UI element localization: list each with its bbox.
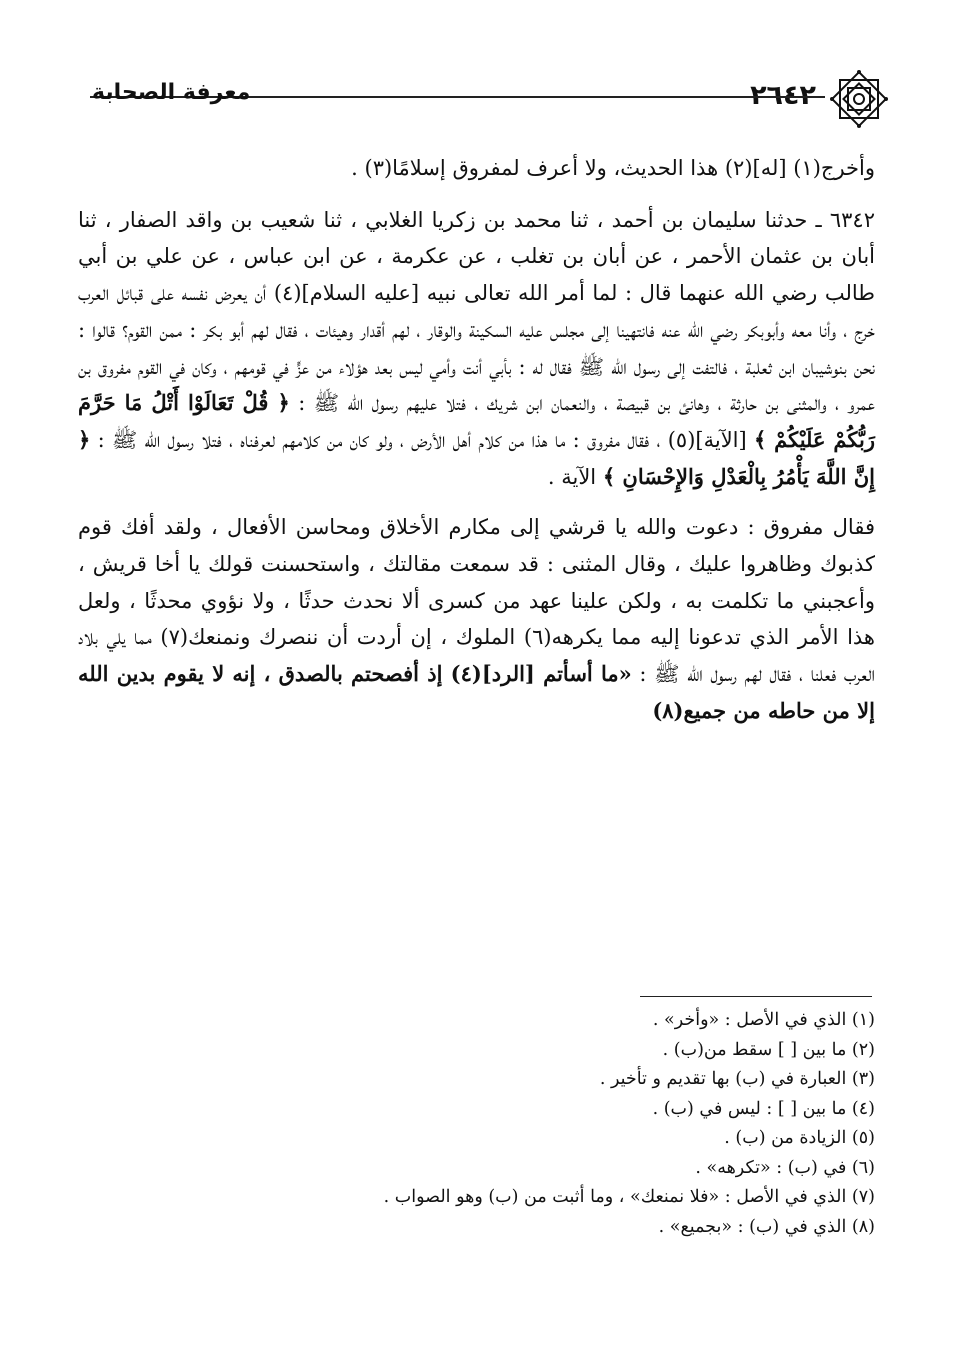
footnotes	[300, 1006, 875, 1242]
footnote-6: (٦) في (ب) : «تكرهه» .	[695, 1157, 875, 1178]
running-title: معرفة الصحابة	[92, 80, 251, 105]
footnote-3: (٣) العبارة في (ب) بها تقديم و تأخير .	[599, 1069, 875, 1089]
footnote-4: (٤) ما بين [ ] : ليس في (ب) .	[652, 1098, 875, 1119]
paragraph-3	[78, 509, 875, 729]
page-header	[70, 60, 890, 130]
paragraph-hadith-6342	[78, 202, 875, 496]
footnote-2: (٢) ما بين [ ] سقط من(ب) .	[662, 1039, 875, 1060]
prophet-saying: «ما أسأتم [الرد](٤) إذ أفصحتم بالصدق ، إنه لا يقوم بدين الله إلا من حاطه من جميع(٨)	[78, 661, 875, 723]
paragraph-3-text: فقال مفروق : دعوت والله يا قرشي إلى مكارم الأخلاق ومحاسن الأفعال ، ولقد أفك قوم كذبوك وظاهروا عليك ، وقال المثنى : قد سمعت مقالتك ، واستحسنت قولك يا أخا قريش ، وأعجبني ما تكلمت به ، ولكن علينا عهد من كسرى ألا نحدث حدثًا ، ولا نؤوي محدثًا ، ولعل هذا الأمر الذي تدعونا إليه مما يكرهه(٦) الملوك ، إن أردت أن ننصرك ونمنعك(٧) مما يلي بلاد العرب فعلنا ، فقال لهم رسول الله ﷺ :	[78, 515, 876, 687]
footnote-5: (٥) الزيادة من (ب) .	[724, 1128, 875, 1148]
footnote-8: (٨) الذي في (ب) : «بجميع» .	[658, 1216, 875, 1237]
hadith-text-a: ٦٣٤٢ ـ حدثنا سليمان بن أحمد ، ثنا محمد بن زكريا الغلابي ، ثنا شعيب بن واقد الصفار ، ثنا أبان بن عثمان الأحمر ، عن أبان بن تغلب ، عن عكرمة ، عن ابن عباس ، عن علي بن أبي طالب رضي الله عنهما قال : لما أمر الله تعالى نبيه [عليه السلام](٤) أن يعرض نفسه على قبائل العرب خرج ، وأنا معه وأبوبكر رضي الله عنه فانتهينا إلى مجلس عليه السكينة والوقار ، لهم أقدار وهيئات ، فقال لهم أبو بكر : ممن القوم؟ قالوا : نحن بنوشيبان ابن ثعلبة ، فالتفت إلى رسول الله ﷺ فقال له : بأبي أنت وأمي ليس بعد هؤلاء من عزٍّ في قومهم ، وكان في القوم مفروق بن عمرو ، والمثنى بن حارثة ، وهانئ بن قبيصة ، والنعمان ابن شريك ، فتلا عليهم رسول الله ﷺ :	[78, 207, 875, 416]
paragraph-1: وأخرج(١) [له](٢) هذا الحديث، ولا أعرف لمفروق إسلامًا(٣) .	[351, 156, 875, 180]
footnote-7: (٧) الذي في الأصل : «فلا نمنعك» ، وما أثبت من (ب) وهو الصواب .	[383, 1187, 875, 1207]
hadith-text-b: [الآية](٥) ، فقال مفروق : ما هذا من كلام أهل الأرض ، ولو كان من كلامهم لعرفناه ، فتلا رسول الله ﷺ :	[97, 427, 747, 452]
page-number: ٢٦٤٢	[750, 80, 816, 111]
quran-verse-2: ﴿ إِنَّ اللَّهَ يَأْمُرُ بِالْعَدْلِ وَالإِحْسَانِ ﴾	[78, 426, 875, 489]
hadith-text-c: الآية .	[547, 464, 597, 489]
footnote-1: (١) الذي في الأصل : «وأخر» .	[652, 1010, 875, 1030]
main-text	[78, 150, 875, 730]
footnote-rule	[640, 996, 872, 997]
octagonal-star-ornament-icon	[828, 68, 890, 130]
quran-verse-1: ﴿ قُلْ تَعَالَوْا أَتْلُ مَا حَرَّمَ رَبُّكُمْ عَلَيْكُمْ ﴾	[78, 390, 875, 452]
